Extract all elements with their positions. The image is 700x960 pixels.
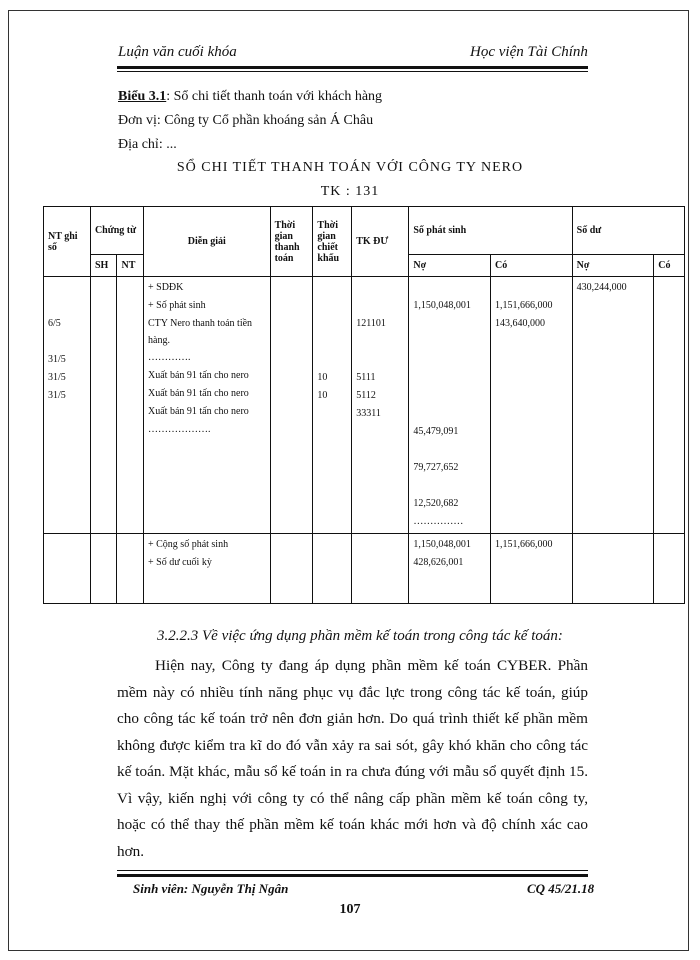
table-row-body [44,277,685,534]
col-dien-giai: Diễn giải [144,207,271,277]
header-rule-thin [117,71,588,72]
footer-rule-thin [117,870,588,871]
caption-text: : Sổ chi tiết thanh toán với khách hàng [166,89,383,104]
ledger-account: TK : 131 [320,184,380,199]
col-du-co: Có [654,255,685,277]
header-right: Học viện Tài Chính [470,44,588,60]
section-heading: 3.2.2.3 Về việc ứng dụng phần mềm kế toán trong công tác kế toán: [157,628,563,644]
cell-co: 1,151,666,000 143,640,000 [491,277,573,534]
cell-sh [90,277,117,534]
caption-label: Biểu 3.1 [118,89,167,104]
cell-dates: 6/5 31/5 31/5 31/5 [44,277,91,534]
paragraph-text: Hiện nay, Công ty đang áp dụng phần mềm kế toán CYBER. Phần mềm này có nhiều tính năng phục vụ đắc lực trong công tác kế toán, giúp cho công tác kế toán trở nên đơn giản hơn. Do quá trình thiết kế phần mềm không được kiểm tra kĩ do đó vẫn xảy ra sai sót, gây khó khăn cho công tác kế toán. Mặt khác, mẫu sổ kế toán in ra chưa đúng với mẫu sổ quyết định 15. Vì vậy, kiến nghị với công ty có thể nâng cấp phần mềm kế toán công ty, hoặc có thể thay thế phần mềm kế toán khác mới hơn và độ chính xác cao hơn. [117,657,588,860]
col-co: Có [491,255,573,277]
col-nt: NT [117,255,144,277]
col-chung-tu: Chứng từ [90,207,143,255]
col-du-no: Nợ [572,255,654,277]
ledger-table [43,206,685,604]
company-unit: Đơn vị: Công ty Cổ phần khoáng sản Á Châu [118,113,374,128]
col-so-du: Số dư [572,207,684,255]
cell-du-no: 430,244,000 [572,277,654,534]
footer-class: CQ 45/21.18 [527,881,595,896]
cell-descriptions: + SDĐK + Số phát sinh CTY Nero thanh toán tiền hàng. …………. Xuất bán 91 tấn cho nero Xuất bán 91 tấn cho nero Xuất bán 91 tấn cho nero ………………. [144,277,271,534]
footer-student: Sinh viên: Nguyễn Thị Ngân [133,881,289,896]
col-tg-chiet-khau: Thời gian chiết khấu [313,207,352,277]
table-row-totals [44,534,685,604]
ledger-title: SỔ CHI TIẾT THANH TOÁN VỚI CÔNG TY NERO [176,160,524,175]
company-address: Địa chỉ: ... [118,137,177,152]
cell-nt [117,277,144,534]
section-paragraph [117,653,588,865]
col-no: Nợ [409,255,491,277]
cell-totals-desc: + Cộng số phát sinh + Số dư cuối kỳ [144,534,271,604]
cell-totals-co: 1,151,666,000 [491,534,573,604]
cell-chiet-khau: 10 10 [313,277,352,534]
table-caption [118,89,382,105]
cell-tg-thanh-toan [270,277,313,534]
footer-rule [117,874,588,877]
cell-totals-no: 1,150,048,001 428,626,001 [409,534,491,604]
page-number: 107 [339,902,361,917]
header-left: Luận văn cuối khóa [118,44,237,60]
cell-du-co [654,277,685,534]
col-tk-du: TK ĐƯ [352,207,409,277]
cell-no: 1,150,048,001 45,479,091 79,727,652 12,520,682 …………… [409,277,491,534]
cell-tk-du: 121101 5111 5112 33311 [352,277,409,534]
col-sh: SH [90,255,117,277]
col-tg-thanh-toan: Thời gian thanh toán [270,207,313,277]
col-nt-ghi-so: NT ghi sổ [44,207,91,277]
col-so-phat-sinh: Số phát sinh [409,207,572,255]
header-rule [117,66,588,69]
